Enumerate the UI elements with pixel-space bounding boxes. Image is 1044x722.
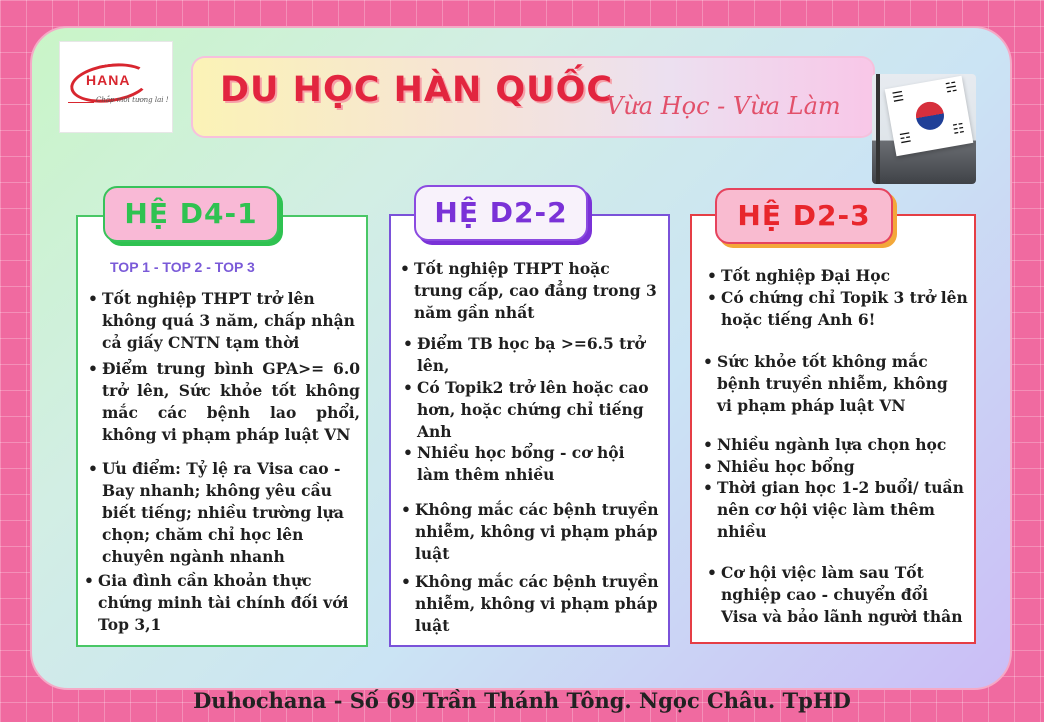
footer-address: Duhochana - Số 69 Trần Thánh Tông. Ngọc Châu. TpHD: [193, 688, 851, 713]
bullet-item: • Không mắc các bệnh truyền nhiễm, không vi phạm pháp luật: [401, 500, 659, 563]
bullet-item: • Điểm trung bình GPA>= 6.0 trở lên, Sức khỏe tốt không mắc các bệnh lao phổi, không vi phạm pháp luật VN: [88, 359, 360, 444]
heading-d2-2: HỆ D2-2: [414, 185, 588, 241]
bullet-item: • Có chứng chỉ Topik 3 trở lên hoặc tiếng Anh 6!: [707, 288, 968, 329]
flag-pole: [876, 74, 880, 184]
bullet-item: • Thời gian học 1-2 buổi/ tuần nên cơ hội việc làm thêm nhiều: [703, 478, 964, 541]
bullet-item: • Nhiều học bổng: [703, 457, 855, 476]
bullet-item: • Sức khỏe tốt không mắc bệnh truyền nhiễm, không vi phạm pháp luật VN: [703, 352, 948, 415]
bullet-item: • Tốt nghiệp Đại Học: [707, 266, 891, 285]
top-ranking-tag: TOP 1 - TOP 2 - TOP 3: [110, 259, 255, 275]
trigram-icon: ☰: [891, 89, 906, 106]
bullet-item: • Cơ hội việc làm sau Tốt nghiệp cao - chuyển đổi Visa và bảo lãnh người thân: [707, 563, 963, 626]
bullet-item: • Điểm TB học bạ >=6.5 trở lên,: [403, 334, 645, 375]
bullet-item: • Gia đình cần khoản thực chứng minh tài chính đối với Top 3,1: [84, 571, 349, 634]
bullet-item: • Nhiều học bổng - cơ hội làm thêm nhiều: [403, 443, 625, 484]
heading-d4-1: HỆ D4-1: [103, 186, 279, 242]
trigram-icon: ☲: [898, 130, 913, 148]
flag-cloth: [885, 76, 974, 157]
logo-line: [68, 102, 94, 103]
bullet-item: • Nhiều ngành lựa chọn học: [703, 435, 947, 454]
logo-slogan: Chắp mối tương lai !: [96, 96, 169, 104]
hana-logo: [60, 42, 172, 132]
taeguk-icon: [914, 100, 946, 132]
trigram-icon: ☷: [951, 121, 966, 138]
page-subtitle: Vừa Học - Vừa Làm: [606, 92, 841, 120]
bullet-item: • Tốt nghiệp THPT trở lên không quá 3 năm, chấp nhận cả giấy CNTN tạm thời: [88, 289, 355, 352]
bullet-item: • Không mắc các bệnh truyền nhiễm, không vi phạm pháp luật: [401, 572, 659, 635]
trigram-icon: ☵: [944, 79, 959, 97]
korea-flag-image: [872, 74, 976, 184]
heading-d2-3: HỆ D2-3: [715, 188, 893, 244]
bullet-item: • Tốt nghiệp THPT hoặc trung cấp, cao đẳng trong 3 năm gần nhất: [400, 259, 657, 322]
bullet-item: • Có Topik2 trở lên hoặc cao hơn, hoặc chứng chỉ tiếng Anh: [403, 378, 649, 441]
bullet-item: • Ưu điểm: Tỷ lệ ra Visa cao - Bay nhanh; không yêu cầu biết tiếng; nhiều trường lựa chọn; chăm chỉ học lên chuyên ngành nhanh: [88, 459, 344, 566]
logo-text: HANA: [86, 72, 131, 88]
page-title: DU HỌC HÀN QUỐC: [220, 70, 614, 110]
